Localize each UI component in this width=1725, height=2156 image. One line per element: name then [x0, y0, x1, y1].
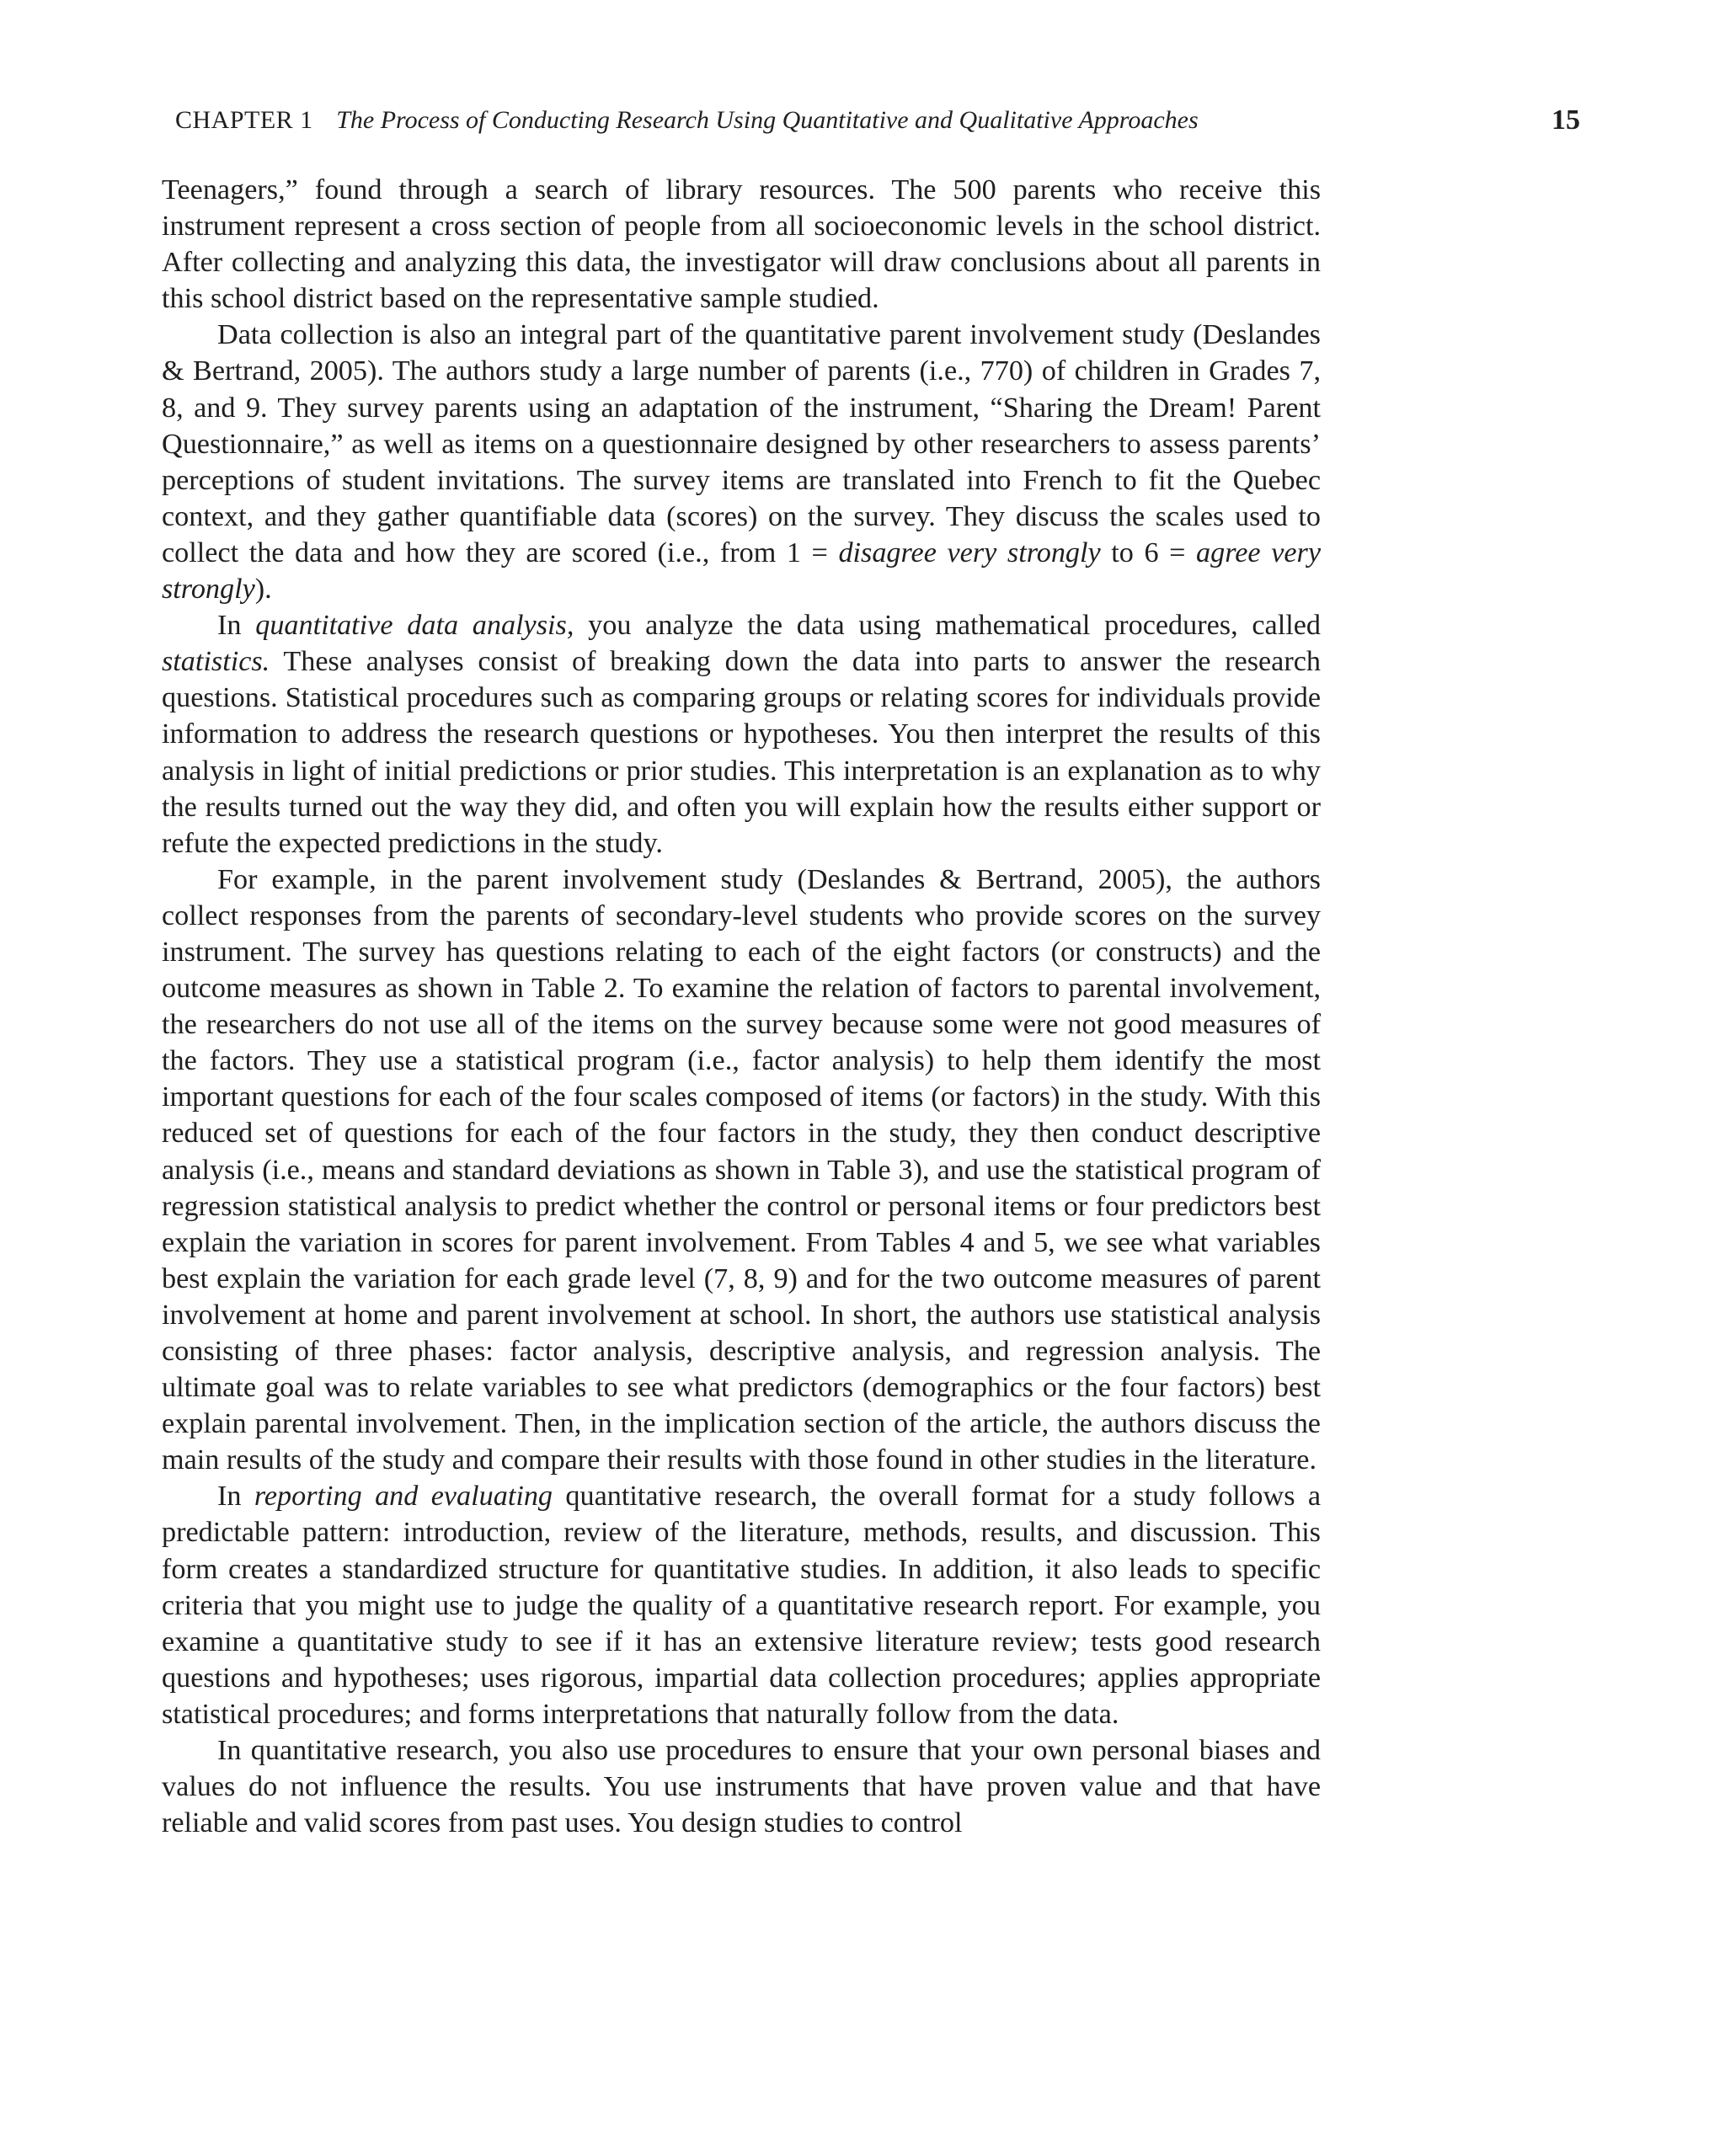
paragraph-text: In: [217, 1481, 242, 1513]
paragraph-1: [162, 172, 1321, 317]
paragraph-text: In: [217, 610, 242, 642]
paragraph-text: Data collection is also an integral part of the quantitative parent involvement study (Deslandes & Bertrand, 2005). The authors study a large number of parents (i.e., 770) of children in Grades 7, 8, and 9. They survey parents using an adaptation of the instrument, “Sharing the Dream! Parent Questionnaire,” as well as items on a questionnaire designed by other researchers to assess parents’ perceptions of student invitations. The survey items are translated into French to fit the Quebec context, and they gather quantifiable data (scores) on the survey. They discuss the scales used to collect the data and how they are scored (i.e., from 1 =: [162, 319, 1321, 568]
paragraph-text: you analyze the data using mathematical procedures, called: [588, 610, 1321, 642]
italic-term: statistics.: [162, 646, 270, 678]
paragraph-text: In quantitative research, you also use procedures to ensure that your own personal biases and values do not influence the results. You use instruments that have proven value and that have reliable and valid scores from past uses. You design studies to control: [162, 1735, 1321, 1839]
chapter-title: The Process of Conducting Research Using Quantitative and Qualitative Approaches: [336, 106, 1199, 134]
page-number: 15: [1551, 104, 1580, 136]
paragraph-3: [162, 607, 1321, 862]
italic-term: disagree very strongly: [838, 536, 1101, 568]
paragraph-text: quantitative research, the overall format for a study follows a predictable pattern: introduction, review of the literature, methods, results, and discussion. This form creates a standardized structure for quantitative studies. In addition, it also leads to specific criteria that you might use to judge the quality of a quantitative research report. For example, you examine a quantitative study to see if it has an extensive literature review; tests good research questions and hypotheses; uses rigorous, impartial data collection procedures; applies appropriate statistical procedures; and forms interpretations that naturally follow from the data.: [162, 1481, 1322, 1730]
paragraph-6: [162, 1732, 1321, 1841]
paragraph-5: [162, 1478, 1321, 1732]
italic-term: agree very strongly: [162, 536, 1322, 606]
italic-term: reporting and evaluating: [254, 1481, 553, 1513]
paragraph-text: These analyses consist of breaking down the data into parts to answer the research questions. Statistical procedures such as comparing groups or relating scores for individuals provide information to address the research questions or hypotheses. You then interpret the results of this analysis in light of initial predictions or prior studies. This interpretation is an explanation as to why the results turned out the way they did, and often you will explain how the results either support or refute the expected predictions in the study.: [162, 646, 1321, 859]
body-text: [162, 172, 1321, 1841]
paragraph-text: For example, in the parent involvement study (Deslandes & Bertrand, 2005), the authors collect responses from the parents of secondary-level students who provide scores on the survey instrument. The survey has questions relating to each of the eight factors (or constructs) and the outcome measures as shown in Table 2. To examine the relation of factors to parental involvement, the researchers do not use all of the items on the survey because some were not good measures of the factors. They use a statistical program (i.e., factor analysis) to help them identify the most important questions for each of the four scales composed of items (or factors) in the study. With this reduced set of questions for each of the four factors in the study, they then conduct descriptive analysis (i.e., means and standard deviations as shown in Table 3), and use the statistical program of regression statistical analysis to predict whether the control or personal items or four predictors best explain the variation in scores for parent involvement. From Tables 4 and 5, we see what variables best explain the variation for each grade level (7, 8, 9) and for the two outcome measures of parent involvement at home and parent involvement at school. In short, the authors use statistical analysis consisting of three phases: factor analysis, descriptive analysis, and regression analysis. The ultimate goal was to relate variables to see what predictors (demographics or the four factors) best explain parental involvement. Then, in the implication section of the article, the authors discuss the main results of the study and compare their results with those found in other studies in the literature.: [162, 863, 1321, 1476]
running-header: [175, 99, 1580, 141]
paragraph-2: [162, 317, 1321, 607]
paragraph-text: to 6 =: [1111, 536, 1186, 568]
paragraph-text: ).: [254, 574, 272, 606]
chapter-label: CHAPTER 1: [175, 106, 313, 134]
paragraph-text: Teenagers,” found through a search of library resources. The 500 parents who receive this instrument represent a cross section of people from all socioeconomic levels in the school district. After collecting and analyzing this data, the investigator will draw conclusions about all parents in this school district based on the representative sample studied.: [162, 174, 1321, 315]
paragraph-4: [162, 862, 1321, 1479]
italic-term: quantitative data analysis,: [255, 610, 574, 642]
